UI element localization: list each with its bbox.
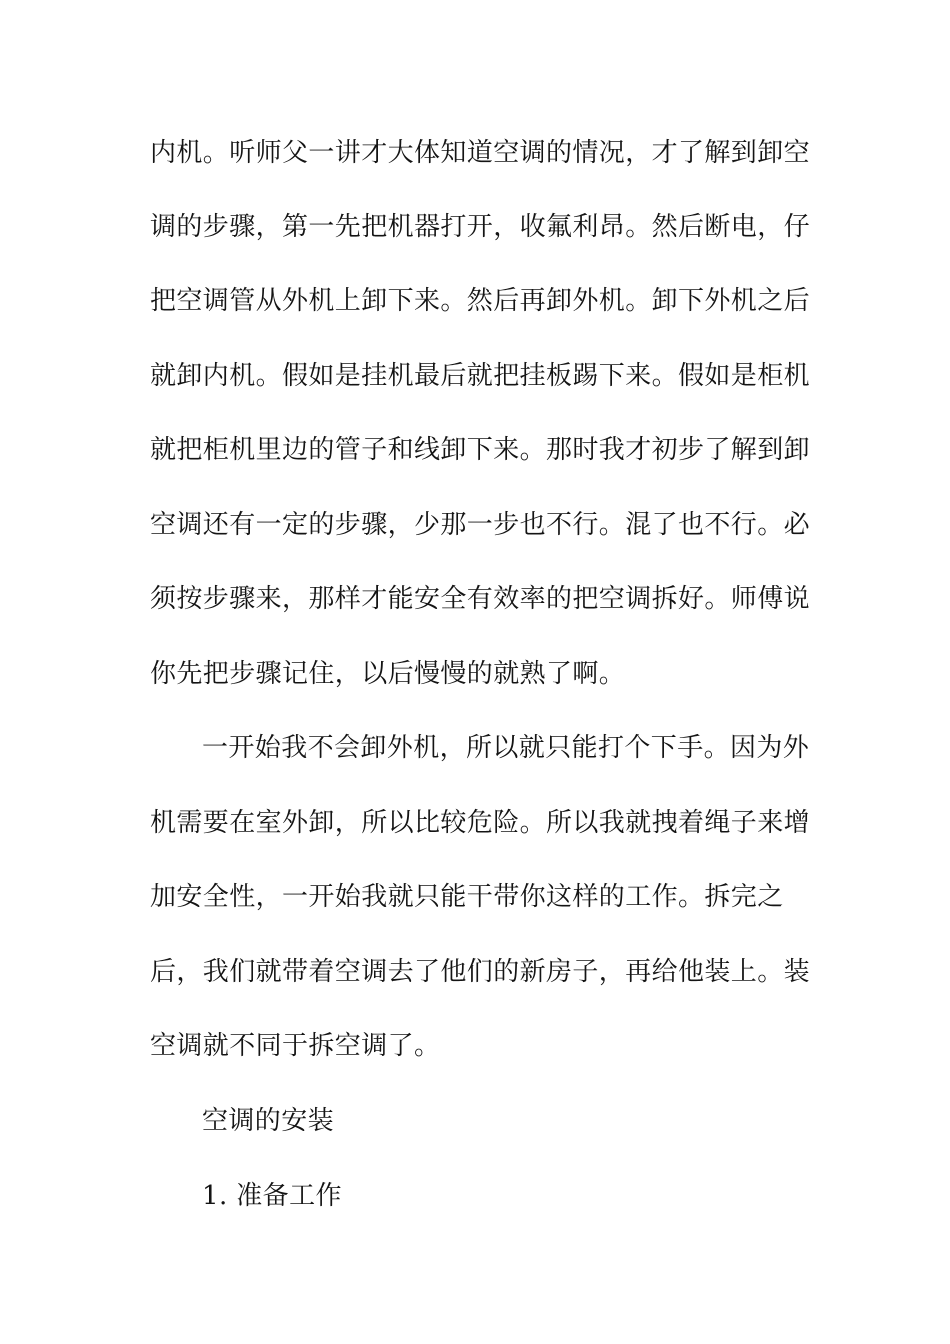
text-line: 内机。听师父一讲才大体知道空调的情况，才了解到卸空: [150, 138, 811, 168]
text-line: 后，我们就带着空调去了他们的新房子，再给他装上。装: [150, 957, 811, 987]
text-line: 须按步骤来，那样才能安全有效率的把空调拆好。师傅说: [150, 584, 811, 614]
subsection-heading: 1. 准备工作: [202, 1181, 342, 1211]
text-line: 就把柜机里边的管子和线卸下来。那时我才初步了解到卸: [150, 435, 811, 465]
text-line: 空调就不同于拆空调了。: [150, 1031, 441, 1061]
text-line: 空调还有一定的步骤，少那一步也不行。混了也不行。必: [150, 510, 811, 540]
text-line: 就卸内机。假如是挂机最后就把挂板踢下来。假如是柜机: [150, 361, 811, 391]
text-line: 你先把步骤记住，以后慢慢的就熟了啊。: [150, 659, 626, 689]
text-line: 机需要在室外卸，所以比较危险。所以我就拽着绳子来增: [150, 808, 811, 838]
text-line: 把空调管从外机上卸下来。然后再卸外机。卸下外机之后: [150, 286, 811, 316]
text-line: 加安全性，一开始我就只能干带你这样的工作。拆完之: [150, 882, 784, 912]
text-line: 调的步骤，第一先把机器打开，收氟利昂。然后断电，仔: [150, 212, 811, 242]
text-line: 一开始我不会卸外机，所以就只能打个下手。因为外: [202, 733, 810, 763]
section-heading: 空调的安装: [202, 1106, 335, 1136]
